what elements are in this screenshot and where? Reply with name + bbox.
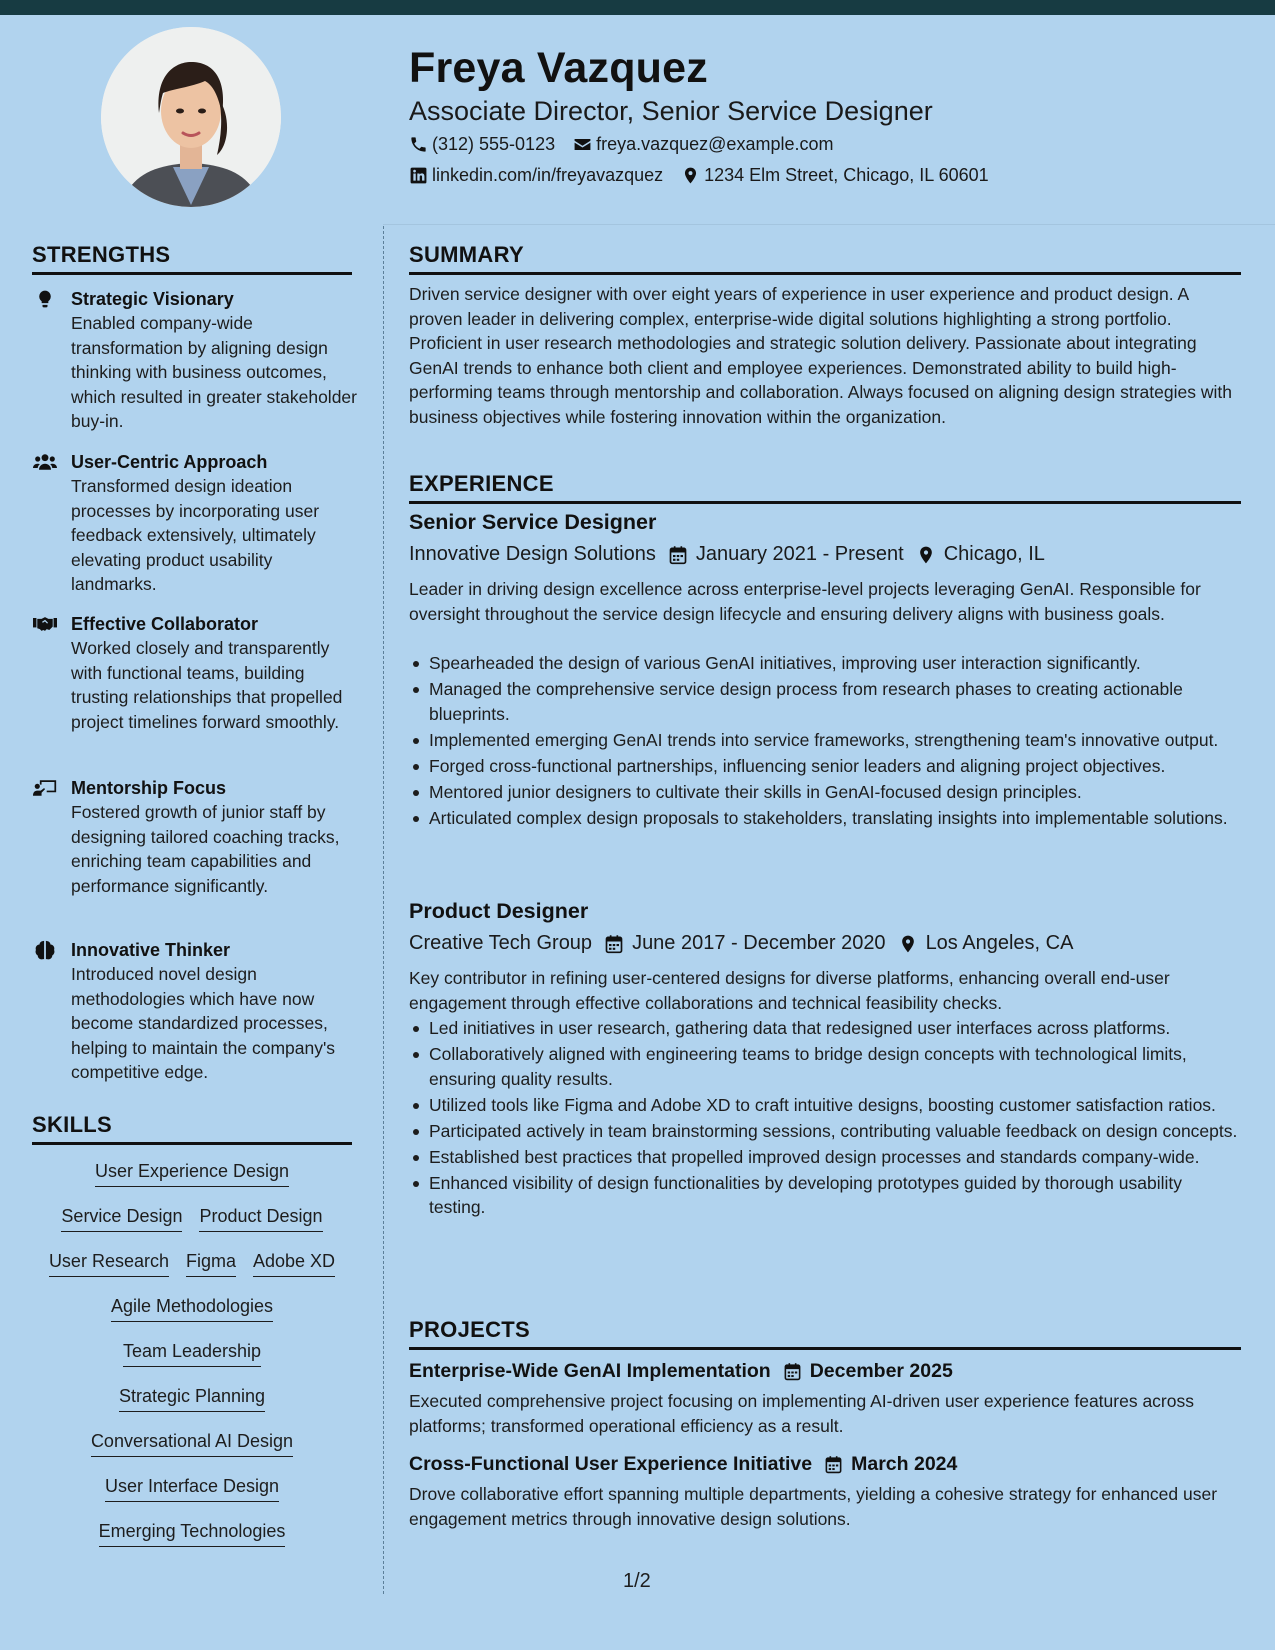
bullet-item: Articulated complex design proposals to stakeholders, translating insights into implementable solutions. [409,806,1239,831]
calendar-icon [668,545,688,565]
brain-icon [33,940,57,960]
skills-row [32,1431,352,1457]
phone-text: (312) 555-0123 [432,134,556,154]
strength-item [32,450,362,597]
job-dates: January 2021 - Present [695,543,904,565]
calendar-icon [604,934,624,954]
project-header [409,1360,953,1383]
envelope-icon [573,135,592,154]
skills-row [32,1386,352,1412]
job-meta [409,543,1045,566]
strength-title: Mentorship Focus [71,778,227,798]
skill-tag: User Interface Design [105,1476,279,1502]
lightbulb-icon [33,289,57,309]
calendar-icon [783,1362,802,1381]
address-contact [681,165,989,186]
strength-desc: Transformed design ideation processes by incorporating user feedback extensively, ultimately elevating product usability landmarks. [71,476,320,594]
skill-tag: Service Design [61,1206,182,1232]
bullet-item: Led initiatives in user research, gathering data that redesigned user interfaces across platforms. [409,1016,1239,1041]
project-description: Executed comprehensive project focusing on implementing AI-driven user experience features across platforms; transformed operational efficiency as a result. [409,1391,1194,1436]
bullet-item: Collaboratively aligned with engineering teams to bridge design concepts with technological limits, ensuring quality results. [409,1042,1239,1091]
skill-tag: Team Leadership [123,1341,261,1367]
skill-tag: Emerging Technologies [99,1521,286,1547]
bullet-item: Forged cross-functional partnerships, influencing senior leaders and aligning project objectives. [409,754,1239,779]
skills-rule [32,1142,352,1145]
skill-tag: Product Design [199,1206,322,1232]
job-meta [409,932,1073,955]
strength-desc: Introduced novel design methodologies which have now become standardized processes, helping to maintain the company's competitive edge. [71,964,336,1082]
skill-tag: Figma [186,1251,236,1277]
email-text: freya.vazquez@example.com [596,134,834,154]
strength-title: Innovative Thinker [71,940,231,960]
experience-rule [409,501,1241,504]
column-divider [383,226,384,1594]
skill-tag: User Research [49,1251,169,1277]
strength-item [32,612,362,734]
job-title: Product Designer [409,899,589,923]
skill-tag: User Experience Design [95,1161,289,1187]
project-title: Cross-Functional User Experience Initiative [409,1453,813,1475]
projects-rule [409,1347,1241,1350]
skills-row [32,1206,352,1232]
bullet-item: Spearheaded the design of various GenAI initiatives, improving user interaction significantly. [409,651,1239,676]
skills-row [32,1161,352,1187]
map-marker-icon [681,166,700,185]
job-company: Creative Tech Group [409,932,593,954]
skills-row [32,1296,352,1322]
bullet-item: Participated actively in team brainstorming sessions, contributing valuable feedback on design concepts. [409,1119,1239,1144]
skills-row [32,1521,352,1547]
skill-tag: Agile Methodologies [111,1296,273,1322]
skills-heading: SKILLS [32,1112,113,1137]
job-description: Leader in driving design excellence across enterprise-level projects leveraging GenAI. Responsible for oversight throughout the service design lifecycle and ensuring delivery aligns with business goals. [409,579,1201,624]
job-location: Los Angeles, CA [925,932,1074,954]
strength-desc: Fostered growth of junior staff by designing tailored coaching tracks, enriching team capabilities and performance significantly. [71,802,340,896]
linkedin-icon [409,166,428,185]
job-description: Key contributor in refining user-centered designs for diverse platforms, enhancing overall end-user engagement through effective collaborations and technical feasibility checks. [409,968,1170,1013]
strength-item [32,938,362,1085]
profile-photo [101,27,281,207]
job-bullets [409,1016,1239,1221]
summary-text: Driven service designer with over eight years of experience in user experience and product design. A proven leader in delivering complex, enterprise-wide digital solutions highlighting a strong portfolio. Proficient in user research methodologies and strategic solution delivery. Passionate about integrating GenAI trends to enhance both client and employee experiences. Demonstrated ability to build high-performing teams through mentorship and collaboration. Always focused on aligning design strategies with business objectives while fostering innovation within the organization. [409,284,1232,427]
summary-rule [409,272,1241,275]
calendar-icon [824,1455,843,1474]
skills-row [32,1251,352,1277]
phone-contact[interactable] [409,134,555,155]
bullet-item: Utilized tools like Figma and Adobe XD to craft intuitive designs, boosting customer satisfaction ratios. [409,1093,1239,1118]
candidate-name: Freya Vazquez [409,44,708,92]
project-description: Drove collaborative effort spanning multiple departments, yielding a cohesive strategy for enhanced user engagement metrics through innovative design solutions. [409,1484,1218,1529]
job-location: Chicago, IL [943,543,1045,565]
address-text: 1234 Elm Street, Chicago, IL 60601 [704,165,989,185]
bullet-item: Implemented emerging GenAI trends into service frameworks, strengthening team's innovative output. [409,728,1239,753]
bullet-item: Established best practices that propelled improved design processes and standards company-wide. [409,1145,1239,1170]
strength-desc: Enabled company-wide transformation by aligning design thinking with business outcomes, which resulted in greater stakeholder buy-in. [71,313,357,431]
header-divider [383,224,1275,225]
strength-item [32,287,362,434]
strength-title: Strategic Visionary [71,289,234,309]
bullet-item: Managed the comprehensive service design process from research phases to creating actionable blueprints. [409,677,1239,726]
handshake-icon [33,614,57,634]
summary-heading: SUMMARY [409,242,524,267]
bullet-item: Enhanced visibility of design functionalities by developing prototypes guided by thorough usability testing. [409,1171,1239,1220]
strength-title: User-Centric Approach [71,452,268,472]
contact-row-2 [409,165,1007,186]
page-indicator: 1/2 [623,1570,651,1592]
skills-row [32,1341,352,1367]
candidate-title: Associate Director, Senior Service Designer [409,96,933,126]
email-contact[interactable] [573,134,833,155]
strengths-heading: STRENGTHS [32,242,171,267]
project-date: March 2024 [851,1453,958,1475]
skill-tag: Conversational AI Design [91,1431,293,1457]
linkedin-text: linkedin.com/in/freyavazquez [432,165,664,185]
map-marker-icon [916,545,936,565]
projects-heading: PROJECTS [409,1317,530,1342]
job-bullets [409,651,1239,832]
project-date: December 2025 [809,1360,953,1382]
project-header [409,1453,957,1476]
chalkboard-teacher-icon [33,778,57,798]
strengths-rule [32,272,352,275]
skill-tag: Adobe XD [253,1251,335,1277]
phone-icon [409,135,428,154]
bullet-item: Mentored junior designers to cultivate their skills in GenAI-focused design principles. [409,780,1239,805]
job-dates: June 2017 - December 2020 [632,932,886,954]
contact-row-1 [409,134,851,155]
strength-title: Effective Collaborator [71,614,259,634]
users-icon [33,452,57,472]
job-company: Innovative Design Solutions [409,543,656,565]
skills-row [32,1476,352,1502]
job-title: Senior Service Designer [409,510,657,534]
top-accent-bar [0,0,1275,15]
strength-item [32,776,362,898]
skill-tag: Strategic Planning [119,1386,265,1412]
linkedin-contact[interactable] [409,165,663,186]
map-marker-icon [898,934,918,954]
strength-desc: Worked closely and transparently with functional teams, building trusting relationships that propelled project timelines forward smoothly. [71,638,343,732]
project-title: Enterprise-Wide GenAI Implementation [409,1360,771,1382]
experience-heading: EXPERIENCE [409,471,554,496]
